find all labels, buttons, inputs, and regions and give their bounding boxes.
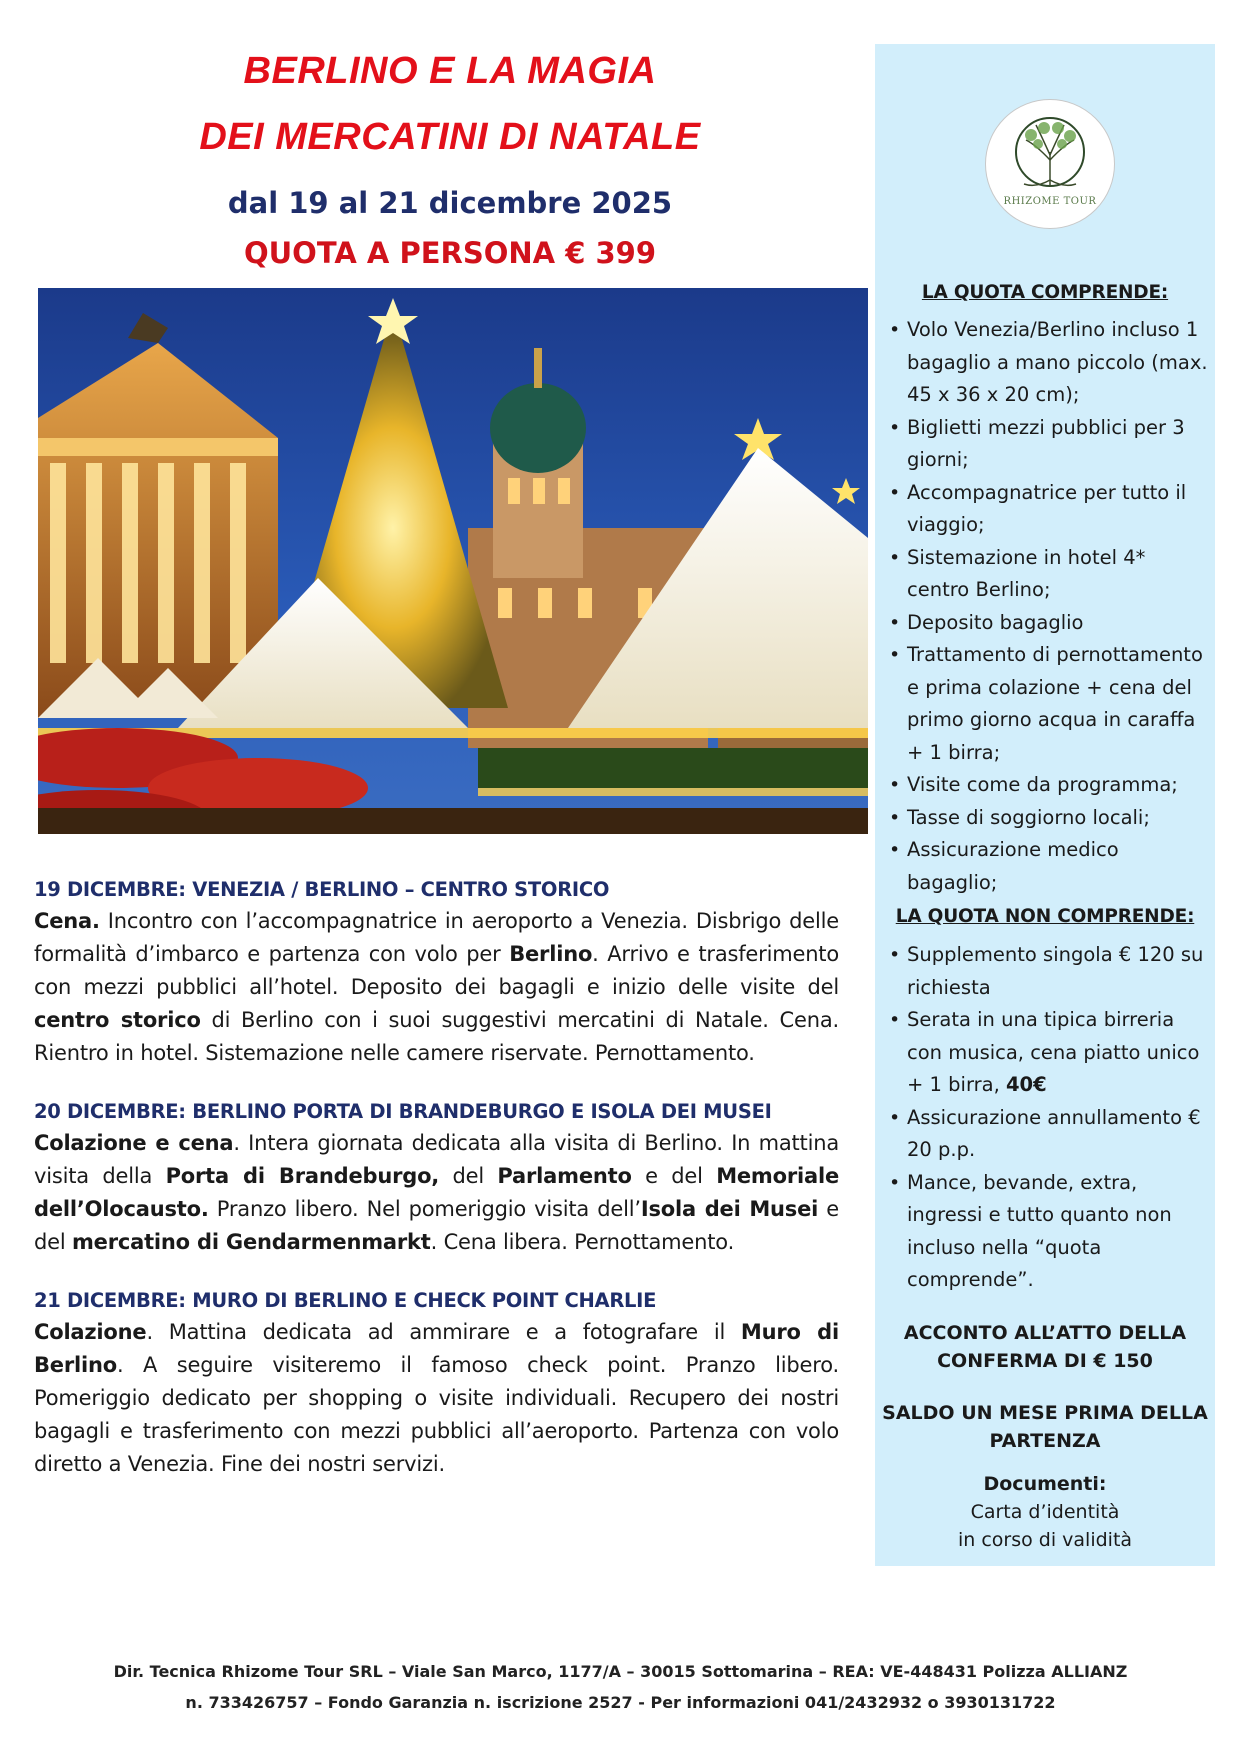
footer-line-2: n. 733426757 – Fondo Garanzia n. iscrizione 2527 - Per informazioni 041/2432932 o 3930131722 — [185, 1693, 1056, 1712]
includes-item: • Accompagnatrice per tutto il viaggio; — [889, 477, 1209, 542]
day-3 — [34, 1289, 839, 1481]
day-3-title: 21 DICEMBRE: MURO DI BERLINO E CHECK POINT CHARLIE — [34, 1289, 657, 1312]
title-line-1: BERLINO E LA MAGIA — [243, 50, 657, 92]
excludes-title: LA QUOTA NON COMPRENDE: — [895, 906, 1195, 927]
includes-item: • Sistemazione in hotel 4* centro Berlino; — [889, 542, 1209, 607]
includes-item: • Deposito bagaglio — [889, 607, 1209, 640]
documents-info: Documenti: Carta d’identità in corso di validità — [875, 1470, 1215, 1554]
itinerary — [34, 878, 839, 1511]
footer-legal-info — [0, 1656, 1241, 1718]
includes-title: LA QUOTA COMPRENDE: — [921, 282, 1169, 303]
hero-image-christmas-market — [38, 288, 868, 834]
day-1 — [34, 878, 839, 1070]
price-per-person: QUOTA A PERSONA € 399 — [243, 236, 657, 270]
logo-text: RHIZOME TOUR — [1003, 196, 1097, 207]
day-2-title: 20 DICEMBRE: BERLINO PORTA DI BRANDEBURGO E ISOLA DEI MUSEI — [34, 1100, 772, 1123]
day-1-description: Cena. Incontro con l’accompagnatrice in aeroporto a Venezia. Disbrigo delle formalità d’imbarco e partenza con volo per Berlino. Arrivo e trasferimento con mezzi pubblici all’hotel. Deposito dei bagagli e inizio delle visite del centro storico di Berlino con i suoi suggestivi mercatini di Natale. Cena. Rientro in hotel. Sistemazione nelle camere riservate. Pernottamento. — [34, 909, 839, 1065]
info-sidebar — [875, 44, 1215, 1566]
rhizome-tour-logo — [985, 99, 1115, 229]
footer-line-1: Dir. Tecnica Rhizome Tour SRL – Viale San Marco, 1177/A – 30015 Sottomarina – REA: VE-448431 Polizza ALLIANZ — [113, 1662, 1128, 1681]
balance-info: SALDO UN MESE PRIMA DELLA PARTENZA — [882, 1402, 1208, 1452]
excludes-item: • Assicurazione annullamento € 20 p.p. — [889, 1102, 1209, 1167]
excludes-list — [889, 939, 1209, 1297]
includes-item: • Trattamento di pernottamento e prima colazione + cena del primo giorno acqua in caraffa + 1 birra; — [889, 639, 1209, 769]
includes-item: • Biglietti mezzi pubblici per 3 giorni; — [889, 412, 1209, 477]
includes-item: • Tasse di soggiorno locali; — [889, 802, 1209, 835]
day-3-description: Colazione. Mattina dedicata ad ammirare e a fotografare il Muro di Berlino. A seguire visiteremo il famoso check point. Pranzo libero. Pomeriggio dedicato per shopping o visite individuali. Recupero dei nostri bagagli e trasferimento con mezzi pubblici all’aeroporto. Partenza con volo diretto a Venezia. Fine dei nostri servizi. — [34, 1320, 840, 1476]
documents-title: Documenti: — [983, 1473, 1107, 1495]
christmas-market-illustration — [38, 288, 868, 834]
day-1-title: 19 DICEMBRE: VENEZIA / BERLINO – CENTRO STORICO — [34, 878, 610, 901]
excludes-item: • Serata in una tipica birreria con musica, cena piatto unico + 1 birra, 40€ — [889, 1004, 1209, 1102]
excludes-item: • Supplemento singola € 120 su richiesta — [889, 939, 1209, 1004]
day-2 — [34, 1100, 839, 1259]
includes-item: • Assicurazione medico bagaglio; — [889, 834, 1209, 899]
tour-dates: dal 19 al 21 dicembre 2025 — [227, 186, 673, 220]
day-2-description: Colazione e cena. Intera giornata dedicata alla visita di Berlino. In mattina visita della Porta di Brandeburgo, del Parlamento e del Memoriale dell’Olocausto. Pranzo libero. Nel pomeriggio visita dell’Isola dei Musei e del mercatino di Gendarmenmarkt. Cena libera. Pernottamento. — [34, 1131, 840, 1254]
includes-item: • Volo Venezia/Berlino incluso 1 bagaglio a mano piccolo (max. 45 x 36 x 20 cm); — [889, 314, 1209, 412]
includes-item: • Visite come da programma; — [889, 769, 1209, 802]
deposit-info: ACCONTO ALL’ATTO DELLA CONFERMA DI € 150 — [903, 1322, 1187, 1372]
title-line-2: DEI MERCATINI DI NATALE — [199, 116, 701, 158]
tree-logo-icon — [986, 100, 1114, 228]
excludes-item: • Mance, bevande, extra, ingressi e tutto quanto non incluso nella “quota comprende”. — [889, 1167, 1209, 1297]
includes-list — [889, 314, 1209, 899]
